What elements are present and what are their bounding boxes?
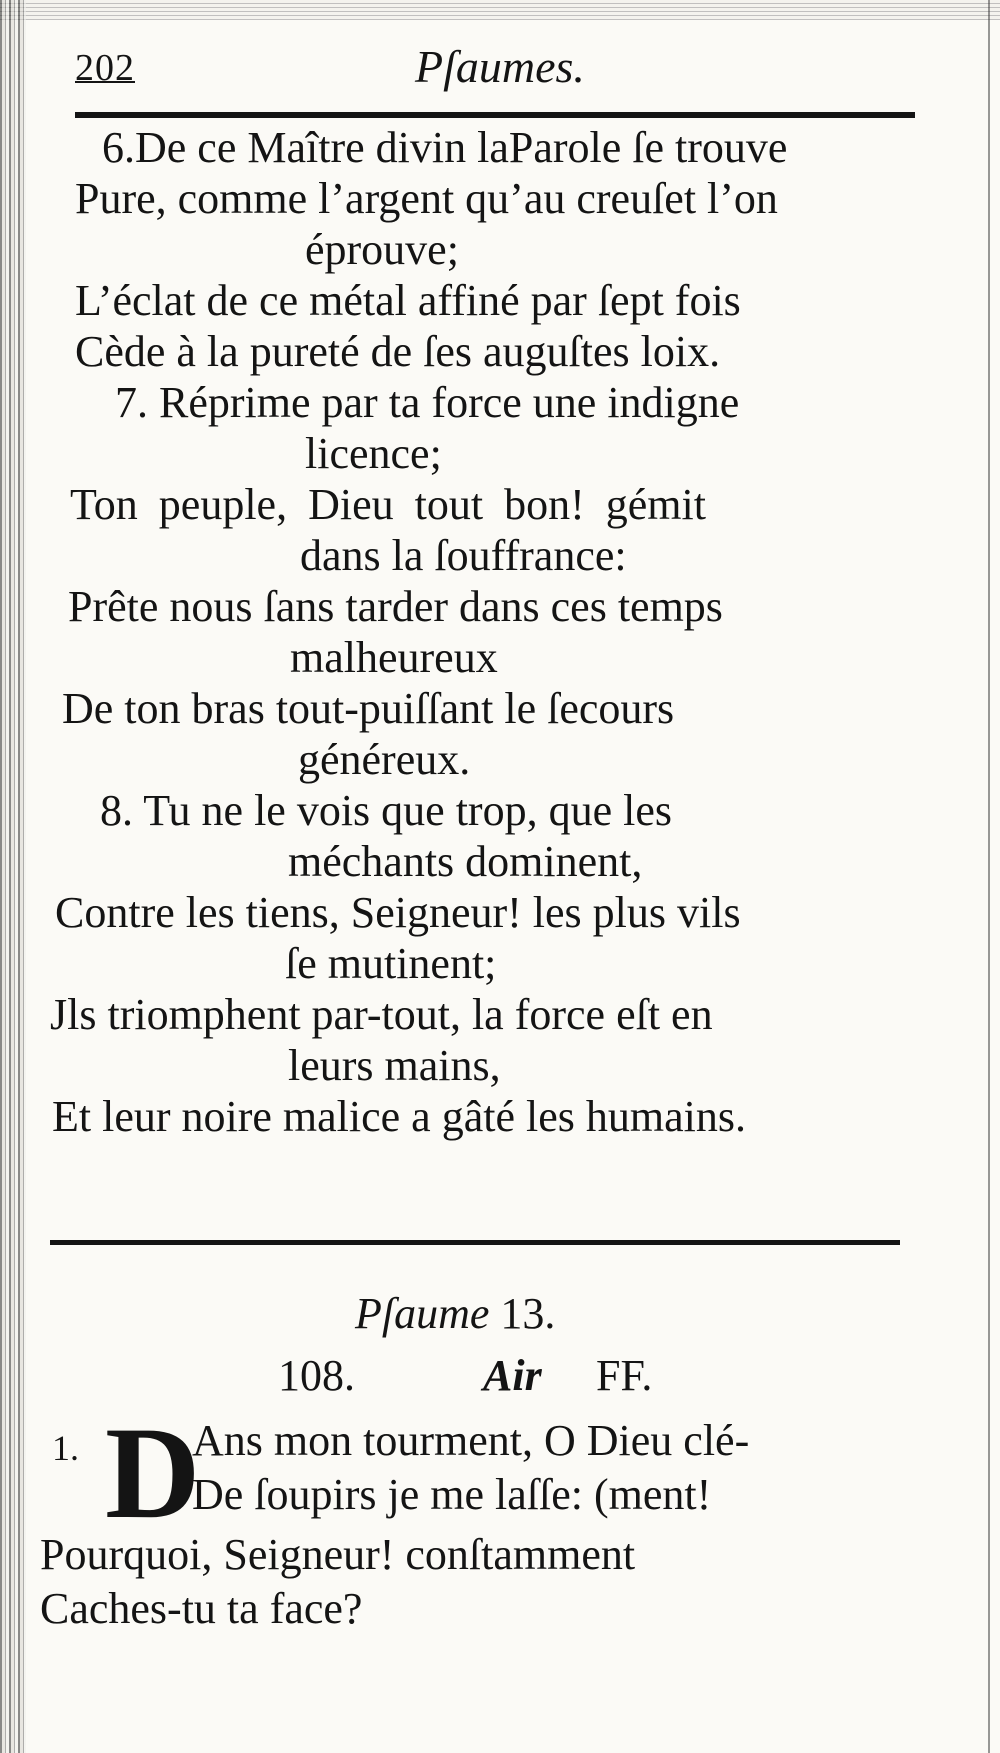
text-line: leurs mains, <box>288 1041 501 1090</box>
tune-code: FF. <box>596 1351 653 1400</box>
psalm-13-stanza-1 <box>40 1399 940 1633</box>
running-head <box>75 40 915 100</box>
stanza-line: Ans mon tourment, O Dieu clé- <box>192 1416 750 1465</box>
psalm-title <box>355 1288 555 1339</box>
text-line: Cède à la pureté de ſes auguſtes loix. <box>75 327 721 376</box>
text-line: Contre les tiens, Seigneur! les plus vils <box>55 888 741 937</box>
text-line: Prête nous ſans tarder dans ces temps <box>68 582 723 631</box>
tune-label: Air <box>483 1351 542 1400</box>
text-line: 7. Réprime par ta force une indigne <box>115 378 740 427</box>
stanza-number: 1. <box>52 1428 79 1468</box>
text-line: méchants dominent, <box>288 837 643 886</box>
stanza-line: Pourquoi, Seigneur! conſtamment <box>40 1530 636 1579</box>
text-line: généreux. <box>298 735 471 784</box>
stanza-line: De ſoupirs je me laſſe: (ment! <box>192 1470 712 1519</box>
page-binding-edge <box>0 0 26 1753</box>
drop-cap-letter: D <box>105 1399 201 1546</box>
text-line: éprouve; <box>305 225 459 274</box>
stanza-line: Caches-tu ta face? <box>40 1584 363 1633</box>
page-right-edge <box>988 0 1000 1753</box>
text-line: malheureux <box>290 633 498 682</box>
text-line: ſe mutinent; <box>285 939 497 988</box>
text-line: 8. Tu ne le vois que trop, que les <box>100 786 672 835</box>
text-line: 6.De ce Maître divin laParole ſe trouve <box>102 123 788 172</box>
text-line: De ton bras tout-puiſſant le ſecours <box>62 684 675 733</box>
page-number: 202 <box>75 47 135 89</box>
psalm-title-word: Pſaume <box>355 1289 490 1338</box>
page-top-edge <box>0 0 1000 20</box>
text-line: L’éclat de ce métal affiné par ſept fois <box>75 276 741 325</box>
header-rule <box>75 112 915 118</box>
text-line: Ton peuple, Dieu tout bon! gémit <box>70 480 706 529</box>
text-line: licence; <box>305 429 442 478</box>
tune-line <box>278 1350 698 1402</box>
text-line: Pure, comme l’argent qu’au creuſet l’on <box>75 174 778 223</box>
text-line: Et leur noire malice a gâté les humains. <box>52 1092 746 1141</box>
section-rule <box>50 1240 900 1245</box>
text-line: dans la ſouffrance: <box>300 531 627 580</box>
running-title: Pſaumes. <box>415 41 585 92</box>
psalm-title-number: 13. <box>500 1289 556 1338</box>
text-line: Jls triomphent par-tout, la force eſt en <box>50 990 713 1039</box>
tune-number: 108. <box>278 1351 355 1400</box>
